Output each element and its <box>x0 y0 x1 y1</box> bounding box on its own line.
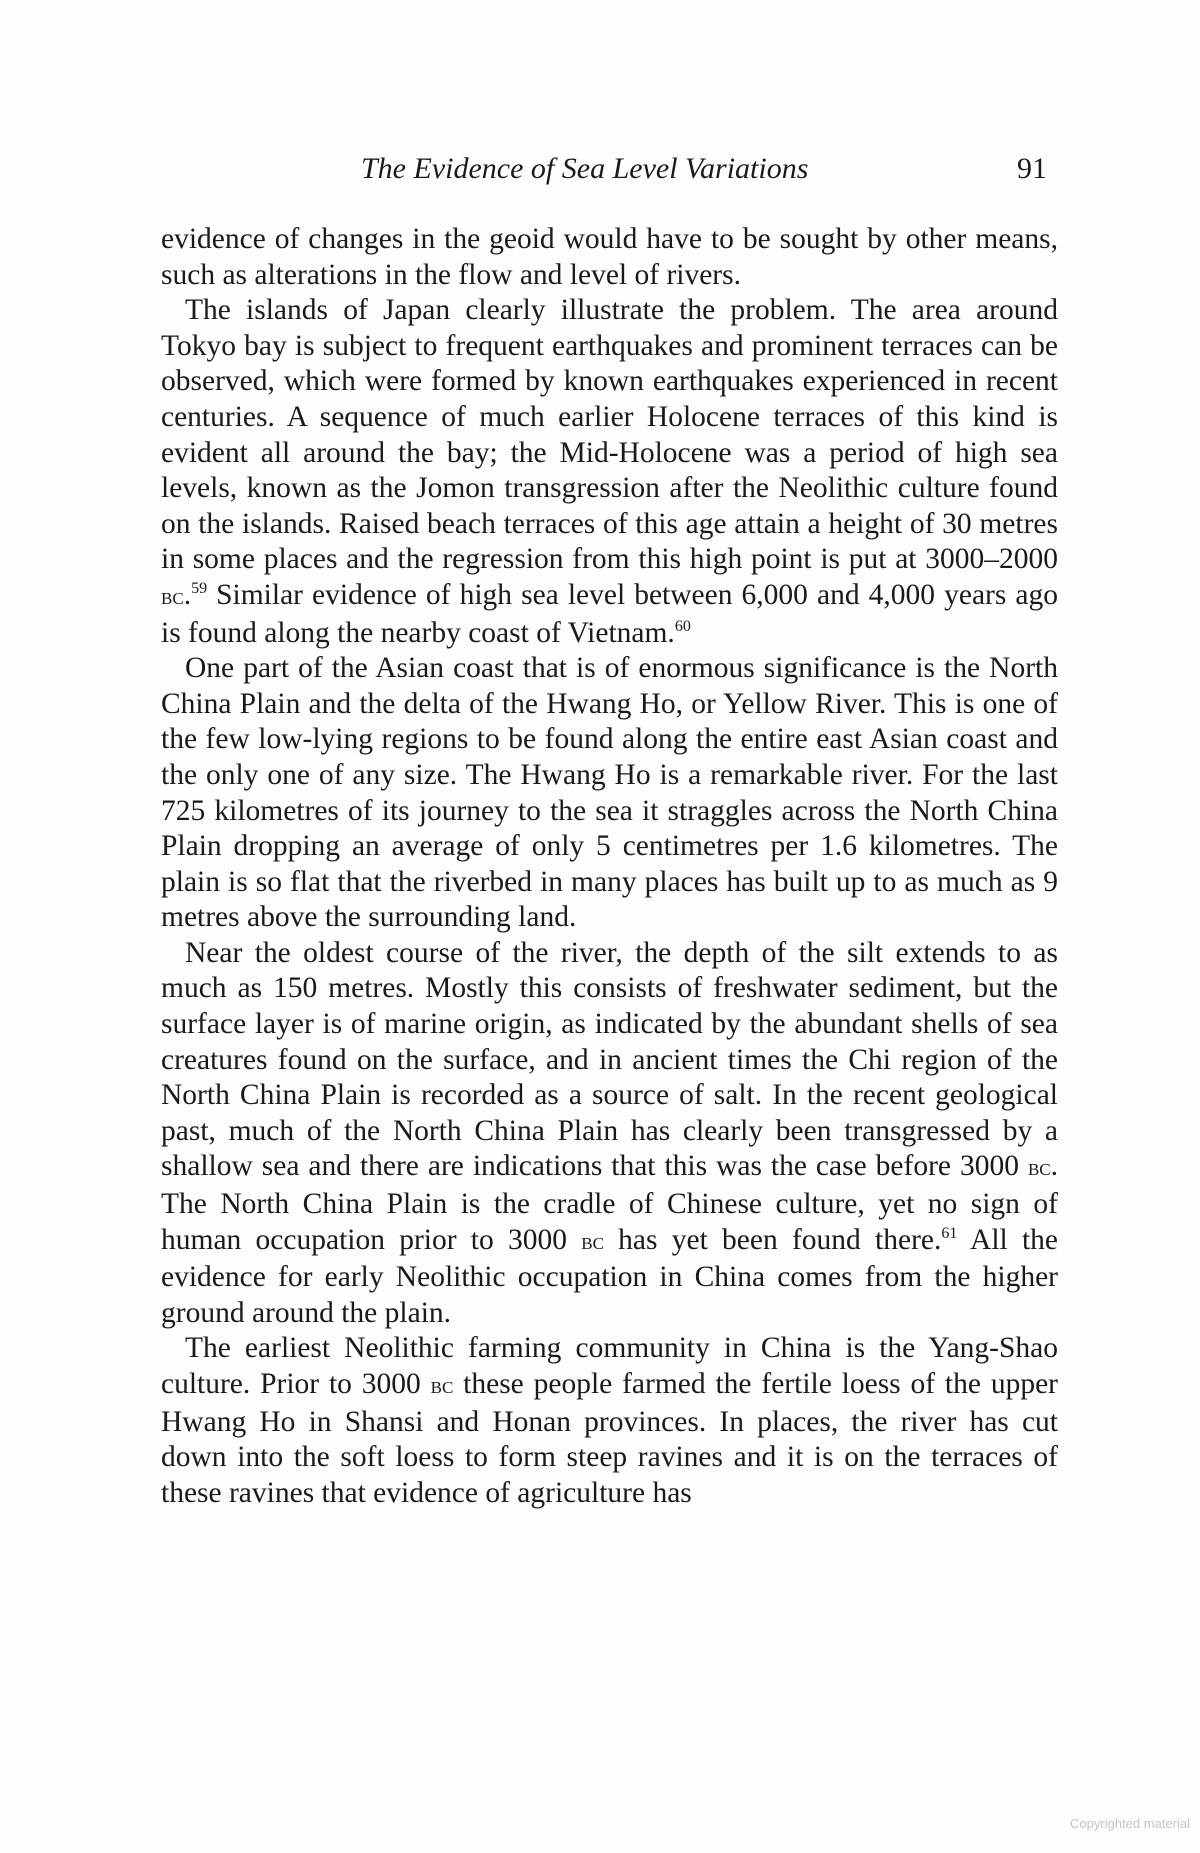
paragraph-text: The islands of Japan clearly illustrate the problem. The area around Tokyo bay is subject to frequent earthquakes and prominent terraces can be observed, which were formed by known earthquakes experienced in recent centuries. A sequence of much earlier Holocene terraces of this kind is evident all around the bay; the Mid-Holocene was a period of high sea levels, known as the Jomon transgression after the Neolithic culture found on the islands. Raised beach terraces of this age attain a height of 30 metres in some places and the regression from this high point is put at 3000–2000 <box>161 294 1058 576</box>
paragraph-2 <box>161 293 1058 651</box>
paragraph-text: One part of the Asian coast that is of enormous significance is the North China Plain and the delta of the Hwang Ho, or Yellow River. This is one of the few low-lying regions to be found along the entire east Asian coast and the only one of any size. The Hwang Ho is a remarkable river. For the last 725 kilometres of its journey to the sea it straggles across the North China Plain dropping an average of only 5 centimetres per 1.6 kilometres. The plain is so flat that the riverbed in many places has built up to as much as 9 metres above the surrounding land. <box>161 652 1058 934</box>
punctuation: . <box>183 578 192 611</box>
era-abbreviation: bc <box>1027 1155 1051 1182</box>
paragraph-text: All the evidence for early Neolithic occupation in China comes from the higher ground around the plain. <box>161 1223 1058 1329</box>
era-abbreviation: bc <box>161 583 184 610</box>
paragraph-text: evidence of changes in the geoid would have to be sought by other means, such as alterations in the flow and level of rivers. <box>161 223 1058 291</box>
page-number: 91 <box>1017 152 1047 185</box>
era-abbreviation: bc <box>430 1373 454 1399</box>
paragraph-text: Near the oldest course of the river, the depth of the silt extends to as much as 150 metres. Mostly this consists of freshwater sediment, but the surface layer is of marine origin, as indicated by the abundant shells of sea creatures found on the surface, and in ancient times the Chi region of the North China Plain is recorded as a source of salt. In the recent geological past, much of the North China Plain has clearly been transgressed by a shallow sea and there are indications that this was the case before 3000 <box>161 936 1058 1183</box>
paragraph-text: has yet been found there. <box>603 1223 942 1256</box>
paragraph-5 <box>161 1331 1058 1511</box>
running-head <box>161 152 1061 192</box>
footnote-ref-61[interactable]: 61 <box>941 1224 958 1242</box>
paragraph-1 <box>161 222 1058 293</box>
paragraph-text: Similar evidence of high sea level between 6,000 and 4,000 years ago is found along the nearby coast of Vietnam. <box>161 578 1058 649</box>
body-text <box>161 222 1058 1511</box>
paragraph-text: these people farmed the fertile loess of the upper Hwang Ho in Shansi and Honan provinces. In places, the river has cut down into the soft loess to form steep ravines and it is on the terraces of these ravines that evidence of agriculture has <box>161 1368 1058 1509</box>
paragraph-4 <box>161 936 1058 1332</box>
footnote-ref-60[interactable]: 60 <box>674 617 691 635</box>
footnote-ref-59[interactable]: 59 <box>191 579 208 597</box>
running-title: The Evidence of Sea Level Variations <box>361 152 809 185</box>
era-abbreviation: bc <box>581 1228 604 1255</box>
paragraph-3 <box>161 651 1058 936</box>
copyright-watermark: Copyrighted material <box>1070 1816 1190 1831</box>
paragraph-text: . The North China Plain is the cradle of Chinese culture, yet no sign of human occupation prior to 3000 <box>161 1150 1058 1256</box>
paragraph-text: The earliest Neolithic farming community in China is the Yang-Shao culture. Prior to 3000 <box>161 1332 1058 1400</box>
